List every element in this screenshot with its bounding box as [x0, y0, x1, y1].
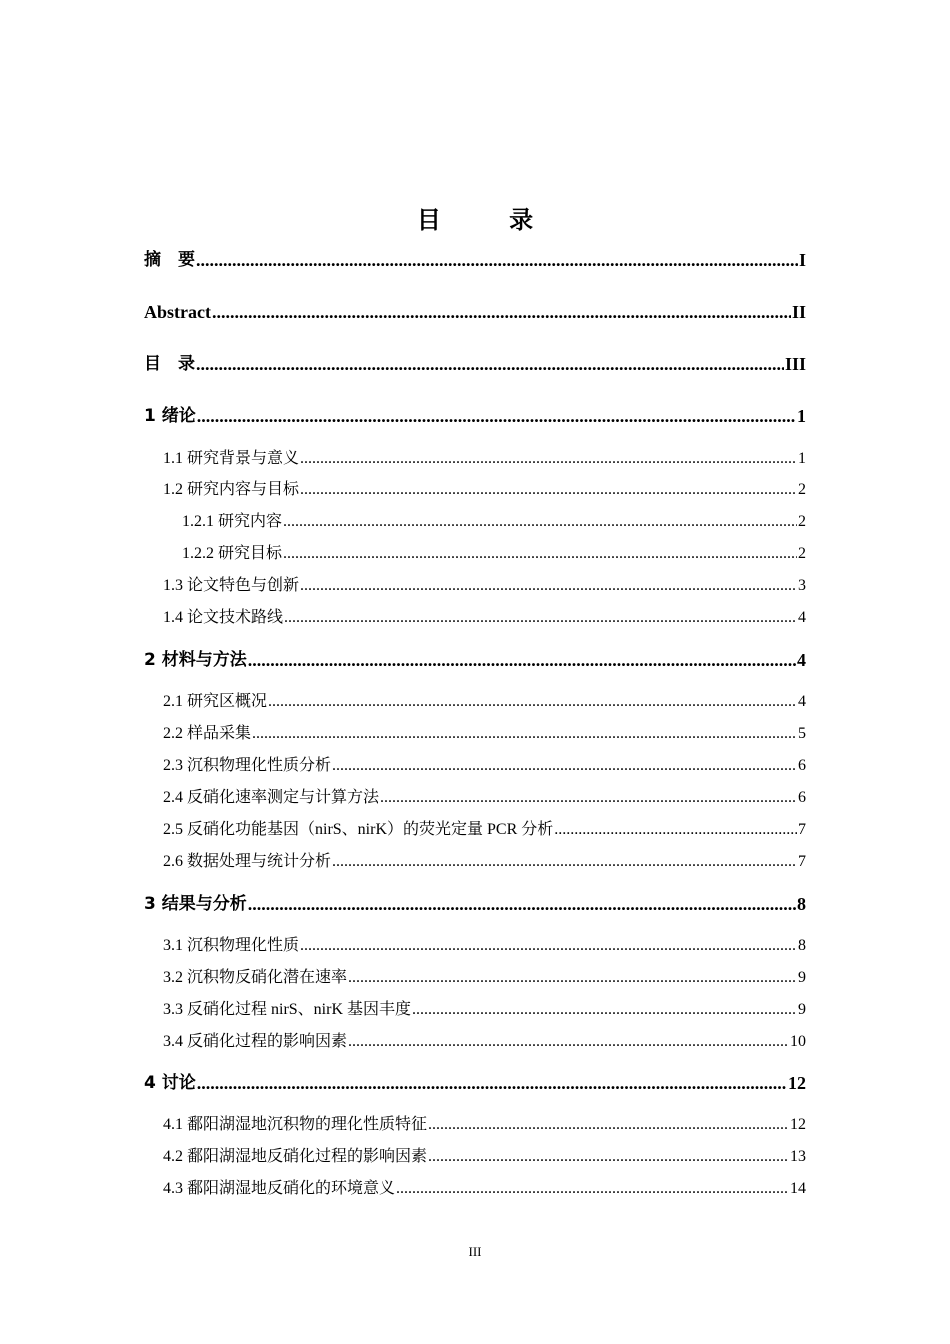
toc-leader-dots [428, 1113, 789, 1137]
toc-entry-label: 3.3 反硝化过程 nirS、nirK 基因丰度 [163, 1001, 412, 1018]
toc-leader-dots [396, 1177, 789, 1201]
toc-entry-4-3[interactable] [163, 1177, 806, 1201]
toc-entry-page: III [784, 354, 806, 374]
toc-entry-page: 12 [790, 1116, 806, 1133]
toc-entry-page: 4 [798, 609, 806, 626]
toc-entry-chapter-3[interactable] [144, 892, 806, 916]
toc-entry-abstract-en[interactable] [144, 300, 806, 324]
toc-entry-3-1[interactable] [163, 934, 806, 958]
toc-entry-3-3[interactable] [163, 998, 806, 1022]
toc-leader-dots [283, 542, 797, 566]
toc-entry-page: I [798, 250, 806, 270]
toc-entry-contents[interactable] [144, 352, 806, 376]
toc-entry-1-1[interactable] [163, 447, 806, 471]
toc-entry-page: 10 [790, 1033, 806, 1050]
toc-leader-dots [348, 966, 797, 990]
toc-entry-2-1[interactable] [163, 690, 806, 714]
toc-entry-page: 3 [798, 577, 806, 594]
toc-entry-3-4[interactable] [163, 1030, 806, 1054]
footer-page-number: III [468, 1244, 482, 1259]
toc-leader-dots [428, 1145, 789, 1169]
toc-leader-dots [332, 850, 797, 874]
page-title: 目 录 [416, 206, 564, 234]
toc-leader-dots [412, 998, 797, 1022]
toc-entry-2-4[interactable] [163, 786, 806, 810]
toc-entry-label: Abstract [144, 302, 211, 322]
toc-entry-label: 摘 要 [144, 250, 195, 270]
toc-entry-page: 7 [798, 853, 806, 870]
toc-entry-label: 2.2 样品采集 [163, 725, 252, 742]
toc-entry-label: 2.1 研究区概况 [163, 693, 268, 710]
toc-entry-2-2[interactable] [163, 722, 806, 746]
toc-leader-dots [196, 248, 798, 272]
toc-leader-dots [554, 818, 797, 842]
toc-leader-dots [332, 754, 797, 778]
toc-entry-label: 1.3 论文特色与创新 [163, 577, 300, 594]
toc-leader-dots [284, 606, 797, 630]
toc-entry-chapter-2[interactable] [144, 648, 806, 672]
toc-leader-dots [300, 934, 797, 958]
toc-entry-label: 4 讨论 [144, 1073, 196, 1093]
toc-entry-page: 4 [798, 693, 806, 710]
toc-entry-label: 1.4 论文技术路线 [163, 609, 284, 626]
toc-leader-dots [380, 786, 797, 810]
toc-entry-1-4[interactable] [163, 606, 806, 630]
toc-entry-page: 14 [790, 1180, 806, 1197]
toc-leader-dots [212, 300, 791, 324]
toc-entry-label: 4.2 鄱阳湖湿地反硝化过程的影响因素 [163, 1148, 428, 1165]
toc-entry-page: 6 [798, 789, 806, 806]
toc-entry-2-5[interactable] [163, 818, 806, 842]
toc-entry-abstract-cn[interactable] [144, 248, 806, 272]
toc-entry-1-2[interactable] [163, 478, 806, 502]
toc-entry-2-6[interactable] [163, 850, 806, 874]
toc-leader-dots [300, 574, 797, 598]
toc-leader-dots [197, 404, 796, 428]
toc-entry-1-2-2[interactable] [182, 542, 806, 566]
toc-entry-page: 1 [798, 450, 806, 467]
toc-leader-dots [300, 447, 797, 471]
toc-entry-page: 7 [798, 821, 806, 838]
toc-entry-label: 3.1 沉积物理化性质 [163, 937, 300, 954]
toc-entry-3-2[interactable] [163, 966, 806, 990]
toc-entry-2-3[interactable] [163, 754, 806, 778]
toc-entry-label: 2.3 沉积物理化性质分析 [163, 757, 332, 774]
toc-entry-1-3[interactable] [163, 574, 806, 598]
toc-entry-page: 5 [798, 725, 806, 742]
toc-leader-dots [196, 352, 784, 376]
toc-entry-chapter-4[interactable] [144, 1071, 806, 1095]
toc-entry-page: II [791, 302, 806, 322]
toc-entry-page: 1 [797, 406, 806, 426]
toc-entry-label: 1.2.1 研究内容 [182, 513, 283, 530]
toc-entry-label: 1.2.2 研究目标 [182, 545, 283, 562]
toc-entry-page: 13 [790, 1148, 806, 1165]
toc-leader-dots [252, 722, 797, 746]
toc-entry-label: 1 绪论 [144, 406, 196, 426]
toc-entry-4-2[interactable] [163, 1145, 806, 1169]
toc-entry-page: 4 [797, 650, 806, 670]
toc-entry-label: 2.6 数据处理与统计分析 [163, 853, 332, 870]
toc-entry-label: 2.5 反硝化功能基因（nirS、nirK）的荧光定量 PCR 分析 [163, 821, 554, 838]
toc-entry-label: 2.4 反硝化速率测定与计算方法 [163, 789, 380, 806]
toc-entry-label: 4.1 鄱阳湖湿地沉积物的理化性质特征 [163, 1116, 428, 1133]
toc-leader-dots [197, 1071, 787, 1095]
toc-entry-page: 8 [798, 937, 806, 954]
toc-leader-dots [300, 478, 797, 502]
toc-entry-label: 4.3 鄱阳湖湿地反硝化的环境意义 [163, 1180, 396, 1197]
toc-entry-1-2-1[interactable] [182, 510, 806, 534]
toc-entry-label: 2 材料与方法 [144, 650, 247, 670]
toc-entry-label: 1.2 研究内容与目标 [163, 481, 300, 498]
toc-entry-page: 12 [788, 1073, 806, 1093]
toc-leader-dots [348, 1030, 789, 1054]
toc-entry-page: 2 [798, 545, 806, 562]
toc-entry-label: 3 结果与分析 [144, 894, 247, 914]
toc-entry-page: 9 [798, 969, 806, 986]
toc-leader-dots [283, 510, 797, 534]
toc-entry-label: 3.4 反硝化过程的影响因素 [163, 1033, 348, 1050]
toc-entry-page: 6 [798, 757, 806, 774]
toc-entry-chapter-1[interactable] [144, 404, 806, 428]
toc-entry-label: 1.1 研究背景与意义 [163, 450, 300, 467]
toc-leader-dots [268, 690, 797, 714]
toc-leader-dots [248, 648, 796, 672]
toc-entry-label: 目 录 [144, 354, 195, 374]
toc-entry-label: 3.2 沉积物反硝化潜在速率 [163, 969, 348, 986]
toc-entry-page: 2 [798, 481, 806, 498]
toc-leader-dots [248, 892, 796, 916]
toc-entry-page: 8 [797, 894, 806, 914]
toc-entry-4-1[interactable] [163, 1113, 806, 1137]
toc-entry-page: 2 [798, 513, 806, 530]
toc-entry-page: 9 [798, 1001, 806, 1018]
